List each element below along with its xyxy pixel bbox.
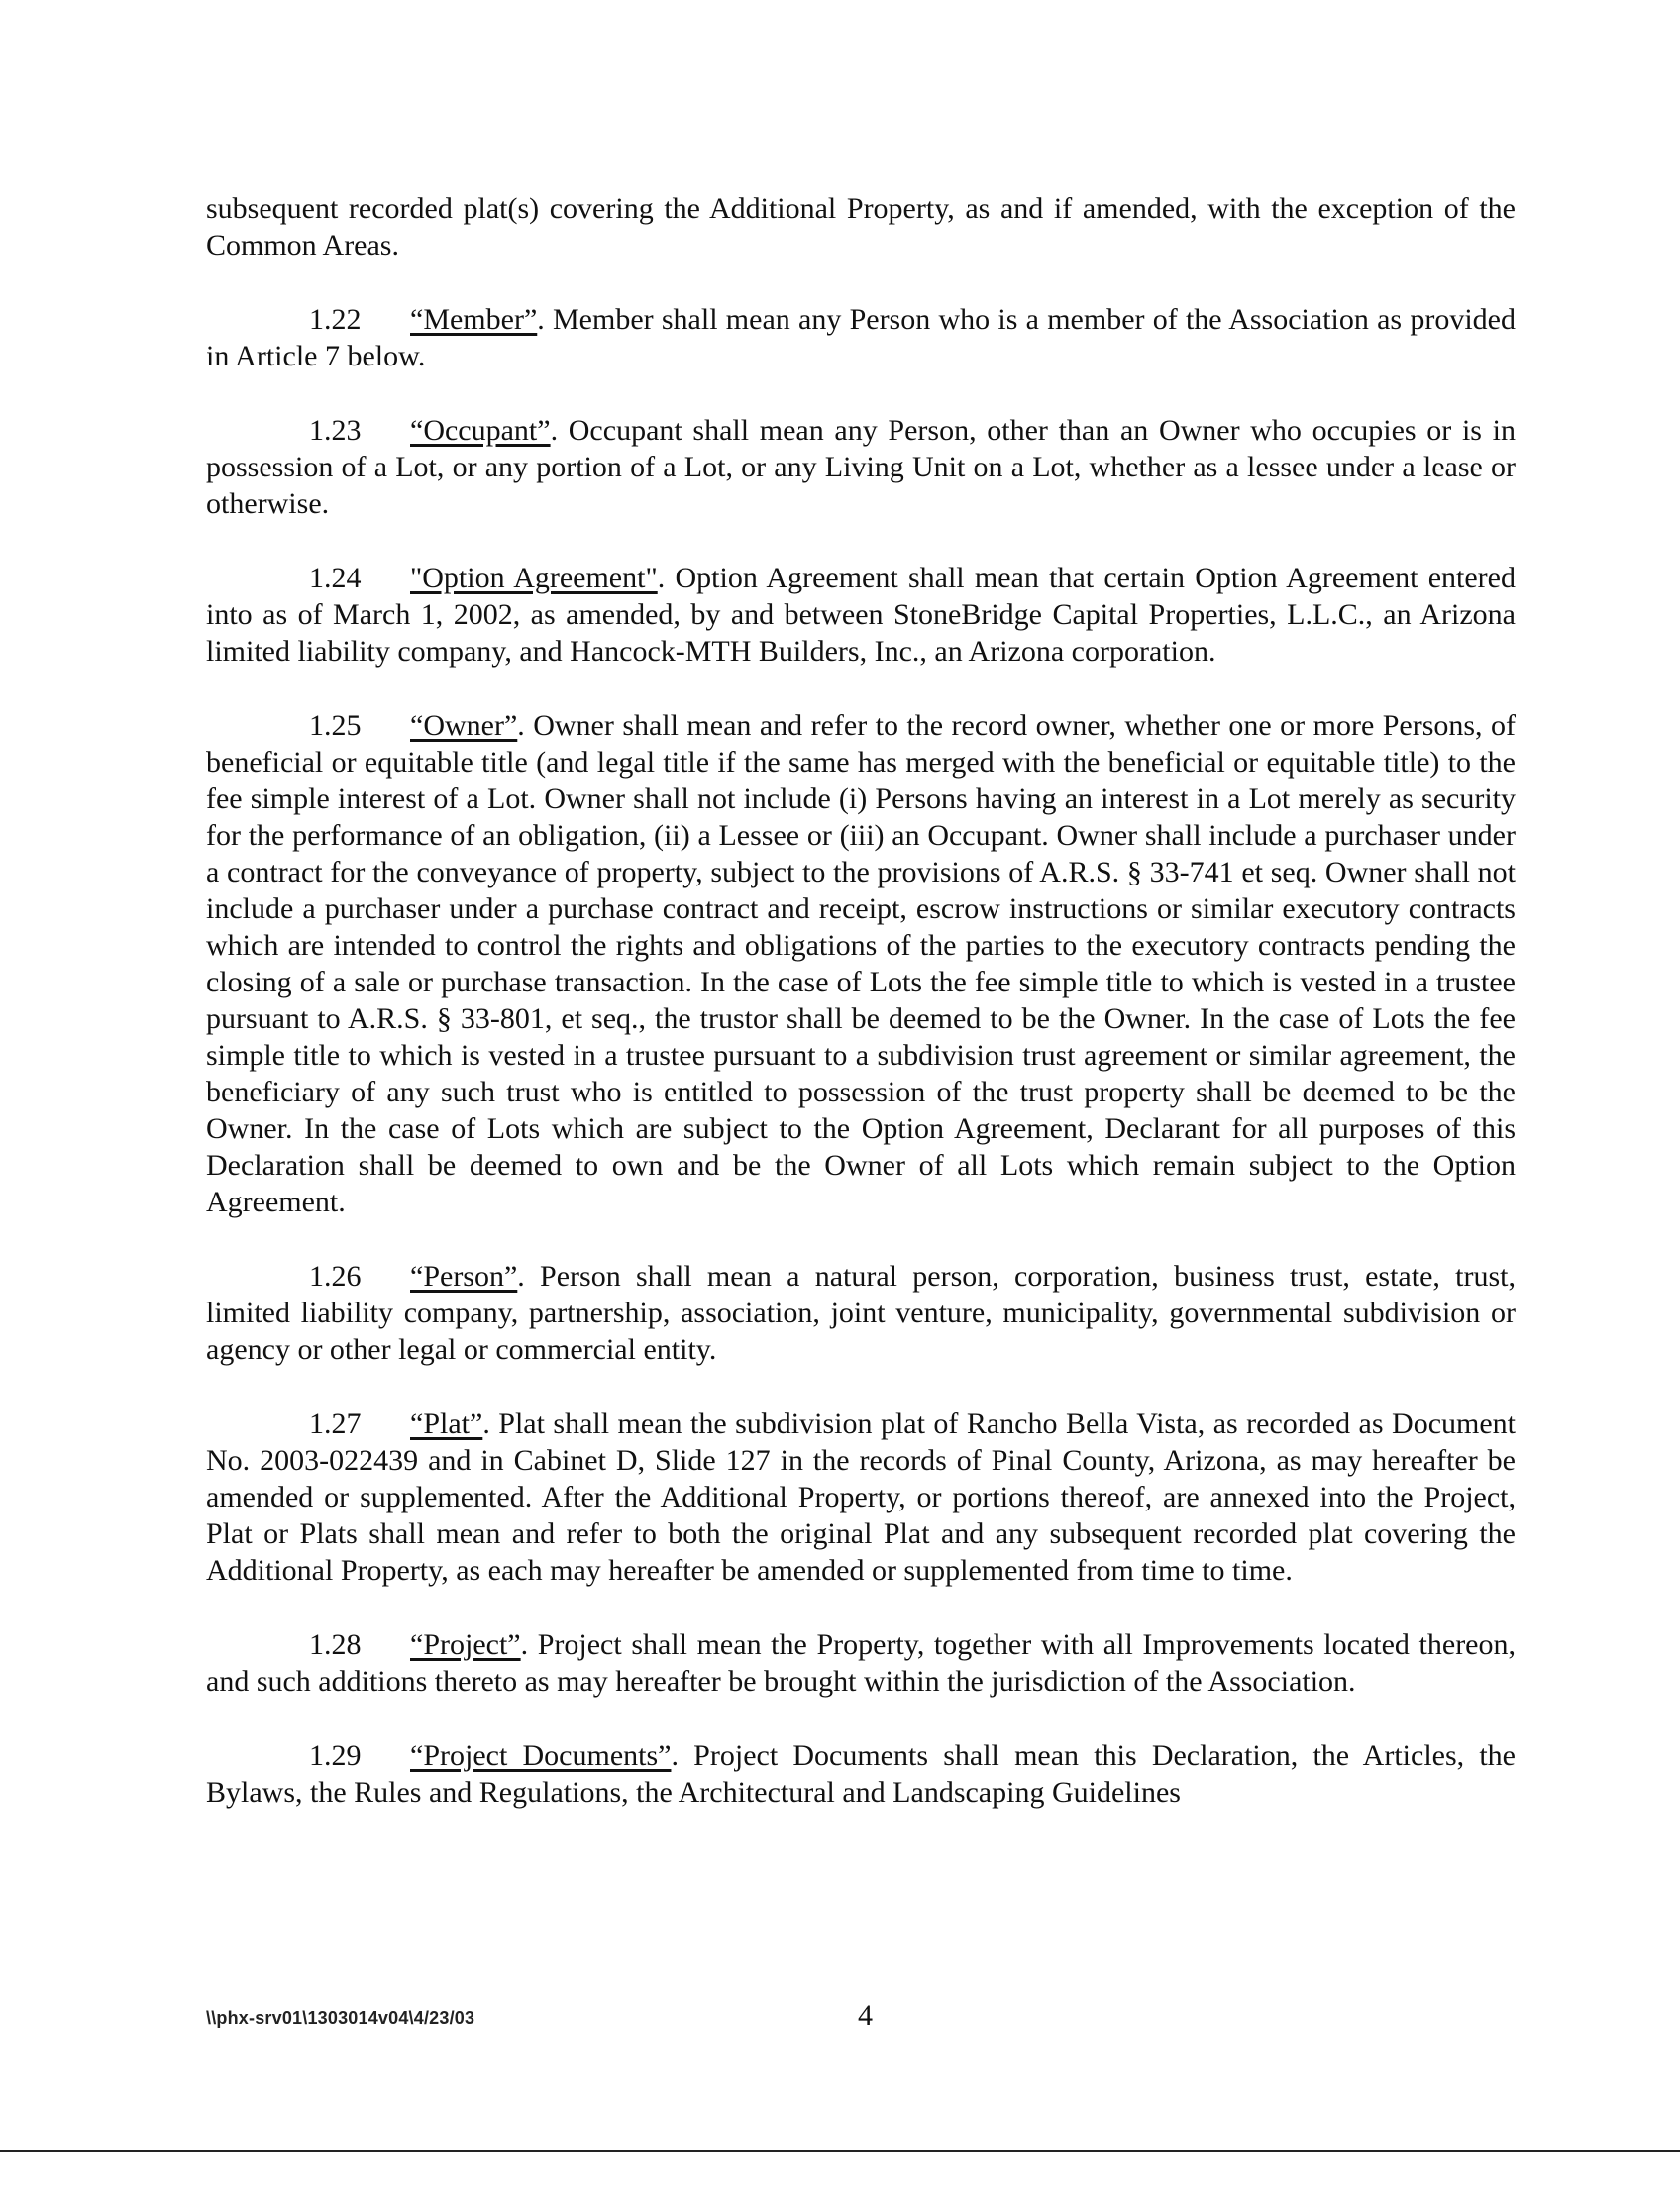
section-number: 1.22	[309, 303, 362, 336]
section-number: 1.28	[309, 1628, 362, 1661]
definition-text: . Person shall mean a natural person, corporation, business trust, estate, trust, limited liability company, partnership, association, joint venture, municipality, governmental subdivision or agency or other legal or commercial entity.	[206, 1260, 1516, 1366]
defined-term: “Member”	[410, 303, 538, 336]
definition-1-27	[206, 1406, 1516, 1589]
section-number: 1.29	[309, 1739, 362, 1772]
section-number: 1.23	[309, 414, 362, 447]
definition-1-23	[206, 412, 1516, 522]
definition-text: . Plat shall mean the subdivision plat of Rancho Bella Vista, as recorded as Document No. 2003-022439 and in Cabinet D, Slide 127 in the records of Pinal County, Arizona, as may hereafter be amended or supplemented. After the Additional Property, or portions thereof, are annexed into the Project, Plat or Plats shall mean and refer to both the original Plat and any subsequent recorded plat covering the Additional Property, as each may hereafter be amended or supplemented from time to time.	[206, 1407, 1516, 1587]
definition-1-28	[206, 1626, 1516, 1700]
defined-term: “Occupant”	[410, 414, 551, 447]
page-number: 4	[858, 1999, 873, 2031]
defined-term: “Owner”	[410, 709, 518, 742]
definition-text: . Project shall mean the Property, together with all Improvements located thereon, and such additions thereto as may hereafter be brought within the jurisdiction of the Association.	[206, 1628, 1516, 1698]
definition-text: . Member shall mean any Person who is a member of the Association as provided in Article 7 below.	[206, 303, 1516, 372]
defined-term: “Project Documents”	[410, 1739, 672, 1772]
definition-text: . Owner shall mean and refer to the record owner, whether one or more Persons, of beneficial or equitable title (and legal title if the same has merged with the beneficial or equitable title) to the fee simple interest of a Lot. Owner shall not include (i) Persons having an interest in a Lot merely as security for the performance of an obligation, (ii) a Lessee or (iii) an Occupant. Owner shall include a purchaser under a contract for the conveyance of property, subject to the provisions of A.R.S. § 33-741 et seq. Owner shall not include a purchaser under a purchase contract and receipt, escrow instructions or similar executory contracts which are intended to control the rights and obligations of the parties to the executory contracts pending the closing of a sale or purchase transaction. In the case of Lots the fee simple title to which is vested in a trustee pursuant to A.R.S. § 33-801, et seq., the trustor shall be deemed to be the Owner. In the case of Lots the fee simple title to which is vested in a trustee pursuant to a subdivision trust agreement or similar agreement, the beneficiary of any such trust who is entitled to possession of the trust property shall be deemed to be the Owner. In the case of Lots which are subject to the Option Agreement, Declarant for all purposes of this Declaration shall be deemed to own and be the Owner of all Lots which remain subject to the Option Agreement.	[206, 709, 1516, 1218]
section-number: 1.25	[309, 709, 362, 742]
definition-1-22	[206, 301, 1516, 374]
section-number: 1.27	[309, 1407, 362, 1440]
section-number: 1.24	[309, 562, 362, 594]
definition-text: . Option Agreement shall mean that certain Option Agreement entered into as of March 1, 2002, as amended, by and between StoneBridge Capital Properties, L.L.C., an Arizona limited liability company, and Hancock-MTH Builders, Inc., an Arizona corporation.	[206, 562, 1516, 668]
defined-term: "Option Agreement"	[410, 562, 658, 594]
definition-1-25	[206, 707, 1516, 1220]
defined-term: “Project”	[410, 1628, 521, 1661]
definition-1-24	[206, 560, 1516, 670]
continuation-paragraph: subsequent recorded plat(s) covering the Additional Property, as and if amended, with the exception of the Common Areas.	[206, 192, 1516, 261]
definition-1-29	[206, 1737, 1516, 1811]
document-body	[206, 190, 1516, 1848]
section-number: 1.26	[309, 1260, 362, 1293]
definition-text: . Project Documents shall mean this Declaration, the Articles, the Bylaws, the Rules and Regulations, the Architectural and Landscaping Guidelines	[206, 1739, 1517, 1809]
definition-1-26	[206, 1258, 1516, 1368]
bottom-divider	[0, 2150, 1680, 2152]
document-file-path: \\phx-srv01\1303014v04\4/23/03	[206, 2008, 475, 2028]
defined-term: “Person”	[410, 1260, 518, 1293]
defined-term: “Plat”	[410, 1407, 483, 1440]
definition-text: . Occupant shall mean any Person, other than an Owner who occupies or is in possession of a Lot, or any portion of a Lot, or any Living Unit on a Lot, whether as a lessee under a lease or otherwise.	[206, 414, 1516, 520]
